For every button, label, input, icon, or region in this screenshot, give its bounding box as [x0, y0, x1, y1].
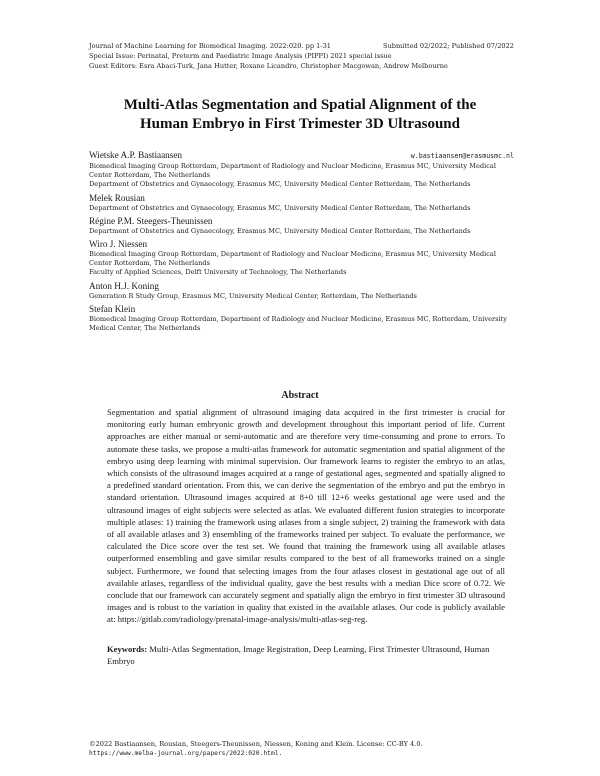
- journal-header: [89, 41, 514, 71]
- author-affiliation: Department of Obstetrics and Gynaecology, Erasmus MC, University Medical Center Rotterdam, The Netherlands: [89, 226, 471, 235]
- author-affiliation: Department of Obstetrics and Gynaecology, Erasmus MC, University Medical Center Rotterdam, The Netherlands: [89, 203, 471, 212]
- author-block: [89, 304, 514, 333]
- author-list: [89, 150, 514, 333]
- keywords: [107, 643, 505, 667]
- author-block: [89, 281, 514, 301]
- keywords-label: Keywords:: [107, 644, 148, 654]
- author-block: [89, 193, 514, 213]
- author-affiliation: Biomedical Imaging Group Rotterdam, Department of Radiology and Nuclear Medicine, Erasmus MC, University Medical Center Rotterdam, The Netherlands: [89, 162, 496, 180]
- author-name-row: [89, 304, 514, 315]
- author-block: [89, 239, 514, 278]
- author-name-row: [89, 193, 514, 204]
- guest-editors: Guest Editors: Esra Abaci-Turk, Jana Hutter, Roxane Licandro, Christopher Macgowan, Andrew Melbourne: [89, 62, 448, 70]
- special-issue: Special Issue: Perinatal, Preterm and Paediatric Image Analysis (PIPPI) 2021 special issue: [89, 52, 392, 60]
- author-name-row: [89, 216, 514, 227]
- author-name-row: [89, 281, 514, 292]
- author-affiliation: Faculty of Applied Sciences, Delft University of Technology, The Netherlands: [89, 268, 347, 277]
- author-name: Anton H.J. Koning: [89, 280, 159, 291]
- paper-url[interactable]: https://www.melba-journal.org/papers/2022:020.html.: [89, 750, 283, 757]
- license-line: ©2022 Bastiaansen, Rousian, Steegers-Theunissen, Niessen, Koning and Klein. License: CC-BY 4.0.: [89, 740, 423, 748]
- author-email[interactable]: w.bastiaansen@erasmusmc.nl: [410, 152, 514, 160]
- author-affiliation: Biomedical Imaging Group Rotterdam, Department of Radiology and Nuclear Medicine, Erasmus MC, Rotterdam, University Medical Center, The Netherlands: [89, 314, 507, 333]
- author-name: Wiro J. Niessen: [89, 239, 148, 250]
- author-name: Wietske A.P. Bastiaansen: [89, 150, 183, 160]
- author-block: [89, 150, 514, 190]
- paper-title: [60, 96, 540, 134]
- author-name-row: [89, 239, 514, 250]
- author-name-row: [89, 150, 514, 162]
- keywords-text: Multi-Atlas Segmentation, Image Registration, Deep Learning, First Trimester Ultrasound, Human Embryo: [107, 644, 490, 667]
- author-name: Stefan Klein: [89, 303, 136, 314]
- abstract-heading: Abstract: [281, 390, 319, 401]
- title-line-1: Multi-Atlas Segmentation and Spatial Alignment of the: [123, 97, 477, 113]
- author-block: [89, 216, 514, 236]
- author-affiliation: Department of Obstetrics and Gynaecology, Erasmus MC, University Medical Center Rotterdam, The Netherlands: [89, 180, 471, 189]
- submission-dates: Submitted 02/2022; Published 07/2022: [383, 42, 514, 50]
- footer: [89, 740, 514, 758]
- author-name: Régine P.M. Steegers-Theunissen: [89, 215, 213, 226]
- journal-header-row: [89, 41, 514, 51]
- title-line-2: Human Embryo in First Trimester 3D Ultrasound: [139, 116, 460, 132]
- author-name: Melek Rousian: [89, 192, 145, 203]
- author-affiliation: Biomedical Imaging Group Rotterdam, Department of Radiology and Nuclear Medicine, Erasmus MC, University Medical Center Rotterdam, The Netherlands: [89, 250, 496, 268]
- author-affiliation: Generation R Study Group, Erasmus MC, University Medical Center, Rotterdam, The Netherlands: [89, 291, 417, 300]
- abstract-text: Segmentation and spatial alignment of ultrasound imaging data acquired in the first trimester is crucial for monitoring early human embryonic growth and development throughout this important period of life. Current approaches are either manual or semi-automatic and are therefore very time-consuming and prone to errors. To automate these tasks, we propose a multi-atlas framework for automatic segmentation and spatial alignment of the embryo using deep learning with minimal supervision. Our framework learns to register the embryo to an atlas, which consists of the ultrasound images acquired at a range of gestational ages, segmented and spatially aligned to a predefined standard orientation. From this, we can derive the segmentation of the embryo and put the embryo in standard orientation. Ultrasound images acquired at 8+0 till 12+6 weeks gestational age were used and the ultrasound images of eight subjects were selected as atlas. We evaluated different fusion strategies to incorporate multiple atlases: 1) training the framework using atlases from a single subject, 2) training the framework with data of all available atlases and 3) ensembling of the frameworks trained per subject. To evaluate the performance, we calculated the Dice score over the test set. We found that training the framework using all available atlases outperformed ensembling and gave similar results compared to the best of all frameworks trained on a single subject. Furthermore, we found that selecting images from the four atlases closest in gestational age out of all available atlases, regardless of the individual quality, gave the best results with a median Dice score of 0.72. We conclude that our framework can accurately segment and spatially align the embryo in first trimester 3D ultrasound images and is robust to the variation in quality that existed in the available atlases. Our code is publicly available at: https://gitlab.com/radiology/prenatal-image-analysis/multi-atlas-seg-reg.: [107, 407, 505, 625]
- journal-line: Journal of Machine Learning for Biomedical Imaging. 2022:020. pp 1-31: [89, 42, 331, 50]
